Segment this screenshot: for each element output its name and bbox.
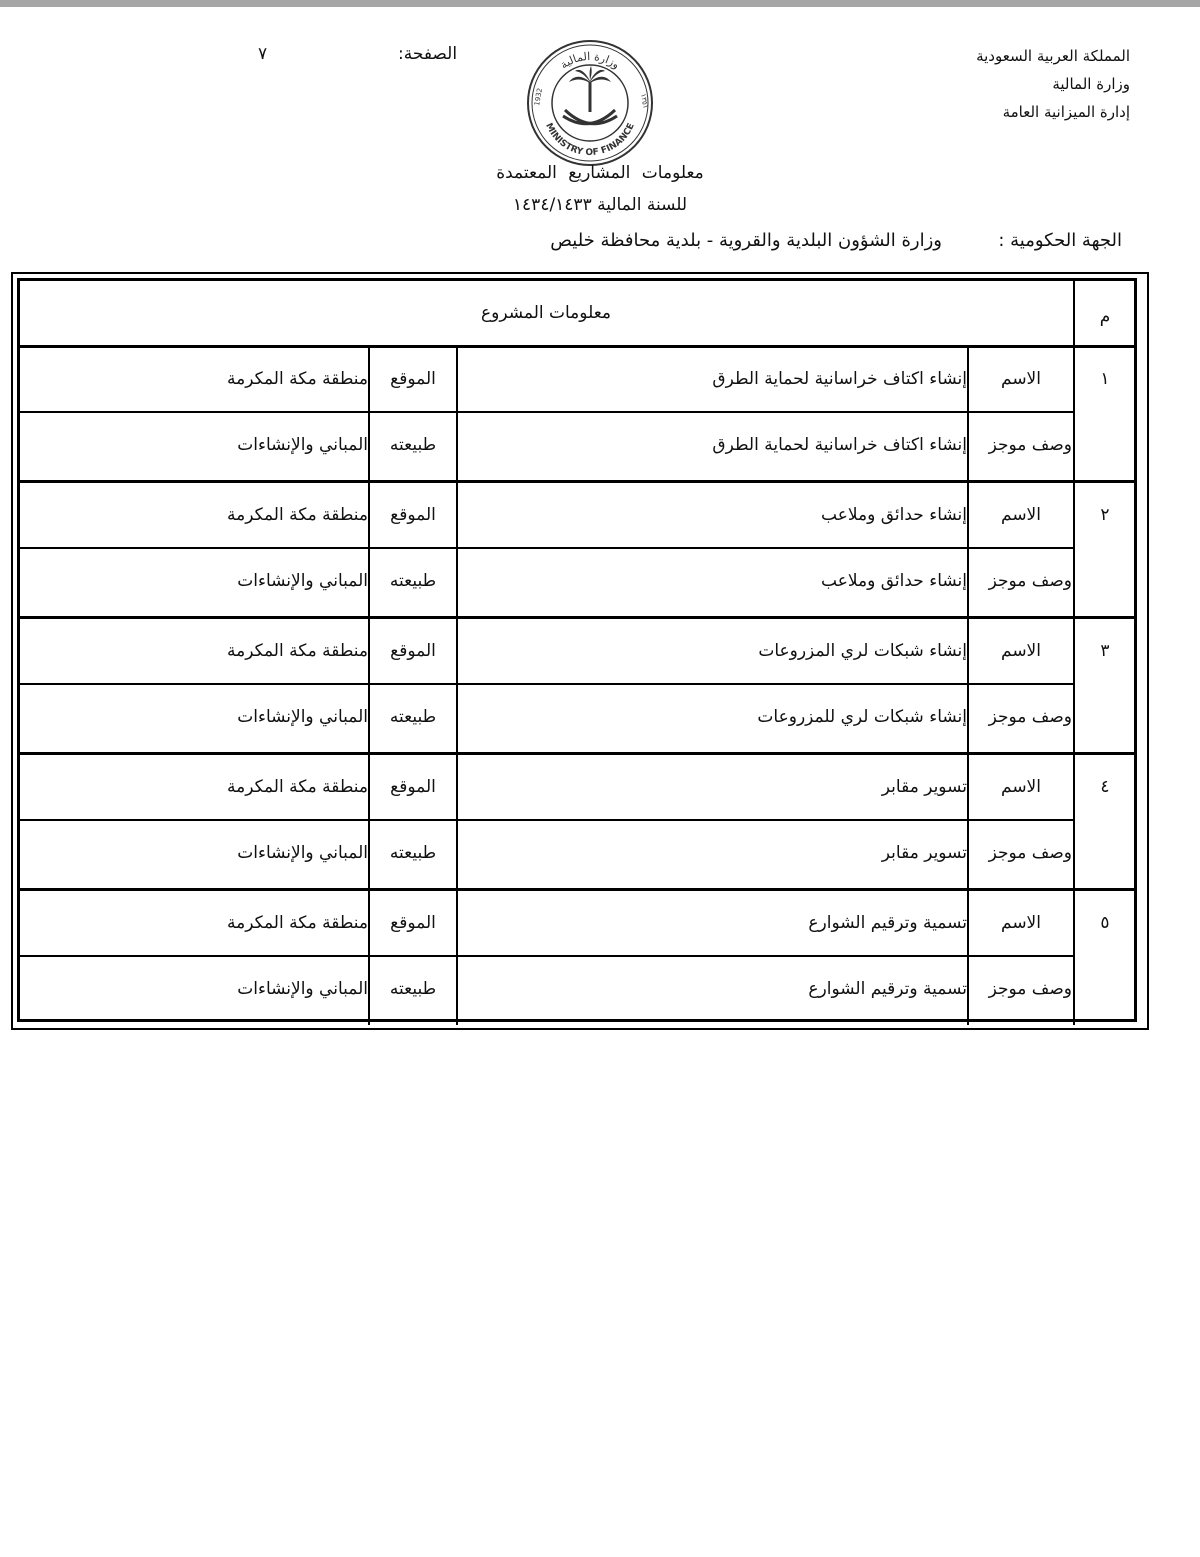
nature-label: طبيعته	[389, 843, 437, 863]
location-label: الموقع	[390, 913, 436, 933]
row-mid-line	[19, 955, 1073, 957]
row-mid-line	[19, 683, 1073, 685]
row-number-divider	[1073, 481, 1075, 617]
project-name: تسمية وترقيم الشوارع	[808, 913, 967, 933]
svg-text:وزارة المالية: وزارة المالية	[557, 49, 623, 72]
value-divider	[456, 345, 458, 481]
nature-label: طبيعته	[389, 707, 437, 727]
project-name: إنشاء اكتاف خراسانية لحماية الطرق	[712, 369, 967, 389]
location-label-divider	[368, 889, 370, 1025]
project-nature: المباني والإنشاءات	[237, 979, 368, 999]
project-name: إنشاء حدائق وملاعب	[821, 505, 967, 525]
government-entity-label: الجهة الحكومية :	[998, 230, 1122, 251]
location-label-divider	[368, 481, 370, 617]
project-location: منطقة مكة المكرمة	[226, 369, 368, 389]
location-label: الموقع	[390, 369, 436, 389]
location-label: الموقع	[390, 777, 436, 797]
project-nature: المباني والإنشاءات	[237, 843, 368, 863]
row-number-divider	[1073, 753, 1075, 889]
location-label-divider	[368, 345, 370, 481]
nature-label: طبيعته	[389, 979, 437, 999]
project-nature: المباني والإنشاءات	[237, 707, 368, 727]
project-nature: المباني والإنشاءات	[237, 571, 368, 591]
description-label: وصف موجز	[988, 571, 1072, 591]
project-description: تسوير مقابر	[881, 843, 967, 863]
project-description: إنشاء حدائق وملاعب	[821, 571, 967, 591]
location-label-divider	[368, 617, 370, 753]
name-label: الاسم	[1001, 505, 1041, 525]
label-divider	[967, 617, 969, 753]
row-number-divider	[1073, 345, 1075, 481]
nature-label: طبيعته	[389, 571, 437, 591]
page-number: ٧	[258, 44, 268, 64]
description-label: وصف موجز	[988, 843, 1072, 863]
nature-label: طبيعته	[389, 435, 437, 455]
project-description: إنشاء اكتاف خراسانية لحماية الطرق	[712, 435, 967, 455]
label-divider	[967, 481, 969, 617]
project-location: منطقة مكة المكرمة	[226, 777, 368, 797]
location-label-divider	[368, 753, 370, 889]
page-label: الصفحة:	[398, 44, 458, 64]
svg-text:MINISTRY OF FINANCE: MINISTRY OF FINANCE	[543, 121, 637, 159]
location-label: الموقع	[390, 641, 436, 661]
row-mid-line	[19, 411, 1073, 413]
issuer-block	[976, 42, 1130, 126]
row-number-divider	[1073, 617, 1075, 753]
value-divider	[456, 753, 458, 889]
project-description: إنشاء شبكات لري للمزروعات	[757, 707, 967, 727]
ministry-seal-logo	[525, 38, 655, 168]
document-title: معلومات المشاريع المعتمدة	[496, 163, 704, 183]
project-location: منطقة مكة المكرمة	[226, 505, 368, 525]
kingdom-name: المملكة العربية السعودية	[976, 47, 1130, 65]
column-header-project-info: معلومات المشروع	[480, 303, 612, 323]
value-divider	[456, 617, 458, 753]
project-location: منطقة مكة المكرمة	[226, 641, 368, 661]
row-number: ٣	[1100, 641, 1110, 661]
top-border-strip	[0, 0, 1200, 7]
name-label: الاسم	[1001, 641, 1041, 661]
svg-text:١٣٥١: ١٣٥١	[639, 92, 650, 110]
project-description: تسمية وترقيم الشوارع	[808, 979, 967, 999]
department-name: إدارة الميزانية العامة	[1002, 103, 1130, 121]
name-label: الاسم	[1001, 777, 1041, 797]
fiscal-year: للسنة المالية ١٤٣٤/١٤٣٣	[512, 195, 688, 215]
row-number: ٥	[1100, 913, 1110, 933]
row-number-divider	[1073, 889, 1075, 1025]
column-header-number: م	[1099, 307, 1111, 327]
label-divider	[967, 345, 969, 481]
label-divider	[967, 753, 969, 889]
row-mid-line	[19, 547, 1073, 549]
row-mid-line	[19, 819, 1073, 821]
ministry-name: وزارة المالية	[1052, 75, 1130, 93]
svg-text:1932: 1932	[533, 87, 545, 107]
row-number: ١	[1100, 369, 1110, 389]
project-name: تسوير مقابر	[881, 777, 967, 797]
project-location: منطقة مكة المكرمة	[226, 913, 368, 933]
row-number: ٤	[1100, 777, 1110, 797]
value-divider	[456, 889, 458, 1025]
name-label: الاسم	[1001, 369, 1041, 389]
description-label: وصف موجز	[988, 979, 1072, 999]
location-label: الموقع	[390, 505, 436, 525]
project-nature: المباني والإنشاءات	[237, 435, 368, 455]
row-number: ٢	[1100, 505, 1110, 525]
government-entity-value: وزارة الشؤون البلدية والقروية - بلدية محافظة خليص	[550, 230, 942, 251]
label-divider	[967, 889, 969, 1025]
name-label: الاسم	[1001, 913, 1041, 933]
description-label: وصف موجز	[988, 435, 1072, 455]
project-name: إنشاء شبكات لري المزروعات	[758, 641, 967, 661]
value-divider	[456, 481, 458, 617]
description-label: وصف موجز	[988, 707, 1072, 727]
